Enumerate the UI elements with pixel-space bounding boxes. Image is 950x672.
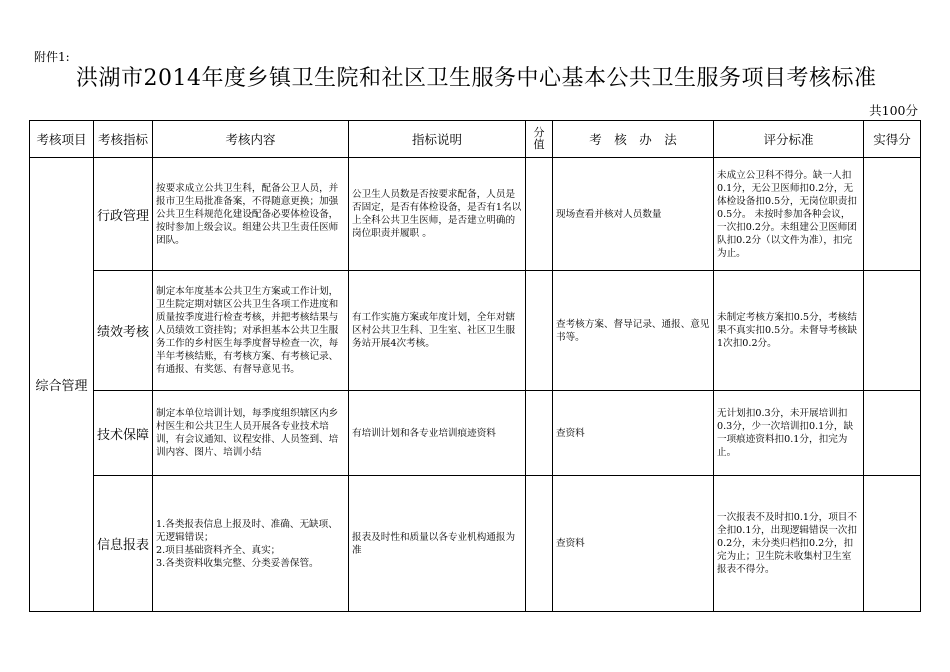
method-cell: 查资料	[553, 391, 714, 476]
col-header-description: 指标说明	[349, 121, 526, 158]
actual-score-cell	[864, 391, 921, 476]
col-header-project: 考核项目	[30, 121, 94, 158]
total-score-label: 共100分	[869, 103, 918, 118]
category-cell: 综合管理	[30, 158, 94, 612]
assessment-table	[29, 120, 921, 612]
table-header-row	[30, 121, 921, 158]
table-row	[30, 271, 921, 391]
table-row	[30, 158, 921, 271]
content-cell: 按要求成立公共卫生科，配备公卫人员，并报市卫生局批准备案，不得随意更换；加强公共卫生科规范化建设配备必要体检设备，按时参加上级会议。组建公共卫生责任医师团队。	[153, 158, 349, 271]
content-cell: 1.各类报表信息上报及时、准确、无缺项、无逻辑错误； 2.项目基础资料齐全、真实； 3.各类资料收集完整、分类妥善保管。	[153, 476, 349, 612]
criteria-cell: 未制定考核方案扣0.5分，考核结果不真实扣0.5分。未督导考核缺1次扣0.2分。	[714, 271, 864, 391]
indicator-cell: 信息报表	[94, 476, 153, 612]
content-cell: 制定本单位培训计划，每季度组织辖区内乡村医生和公共卫生人员开展各专业技术培训，有会议通知、议程安排、人员签到、培训内容、图片、培训小结	[153, 391, 349, 476]
indicator-cell: 技术保障	[94, 391, 153, 476]
col-header-actual: 实得分	[864, 121, 921, 158]
col-header-method: 考 核 办 法	[553, 121, 714, 158]
indicator-cell: 绩效考核	[94, 271, 153, 391]
actual-score-cell	[864, 158, 921, 271]
col-header-indicator: 考核指标	[94, 121, 153, 158]
col-header-criteria: 评分标准	[714, 121, 864, 158]
table-row	[30, 391, 921, 476]
document-title: 洪湖市2014年度乡镇卫生院和社区卫生服务中心基本公共卫生服务项目考核标准	[76, 66, 877, 91]
criteria-cell: 未成立公卫科不得分。缺一人扣0.1分，无公卫医师扣0.2分，无体检设备扣0.5分，无岗位职责扣0.5分。 未按时参加各种会议，一次扣0.2分。未组建公卫医师团队扣0.2分（以文件为准），扣完为止。	[714, 158, 864, 271]
description-cell: 报表及时性和质量以各专业机构通报为准	[349, 476, 526, 612]
method-cell: 现场查看并核对人员数量	[553, 158, 714, 271]
score-cell	[526, 391, 553, 476]
actual-score-cell	[864, 476, 921, 612]
score-cell	[526, 158, 553, 271]
description-cell: 有培训计划和各专业培训痕迹资料	[349, 391, 526, 476]
col-header-content: 考核内容	[153, 121, 349, 158]
score-cell	[526, 271, 553, 391]
table-row	[30, 476, 921, 612]
indicator-cell: 行政管理	[94, 158, 153, 271]
criteria-cell: 无计划扣0.3分，未开展培训扣0.3分，少一次培训扣0.1分，缺一项痕迹资料扣0.1分，扣完为止。	[714, 391, 864, 476]
method-cell: 查资料	[553, 476, 714, 612]
score-cell	[526, 476, 553, 612]
method-cell: 查考核方案、督导记录、通报、意见书等。	[553, 271, 714, 391]
description-cell: 公卫生人员数是否按要求配备，人员是否固定，是否有体检设备，是否有1名以上全科公共卫生医师，是否建立明确的岗位职责并履职 。	[349, 158, 526, 271]
col-header-score: 分值	[526, 121, 553, 158]
actual-score-cell	[864, 271, 921, 391]
content-cell: 制定本年度基本公共卫生方案或工作计划，卫生院定期对辖区公共卫生各项工作进度和质量按季度进行检查考核，并把考核结果与人员绩效工资挂钩；对承担基本公共卫生服务工作的乡村医生每季度督导检查一次，每半年考核结账，有考核方案、有考核记录、有通报、有奖惩、有督导意见书。	[153, 271, 349, 391]
criteria-cell: 一次报表不及时扣0.1分，项目不全扣0.1分，出现逻辑错误一次扣0.2分，未分类归档扣0.2分，扣完为止；卫生院未收集村卫生室报表不得分。	[714, 476, 864, 612]
description-cell: 有工作实施方案或年度计划，全年对辖区村公共卫生科、卫生室、社区卫生服务站开展4次考核。	[349, 271, 526, 391]
attachment-label: 附件1:	[34, 50, 70, 64]
